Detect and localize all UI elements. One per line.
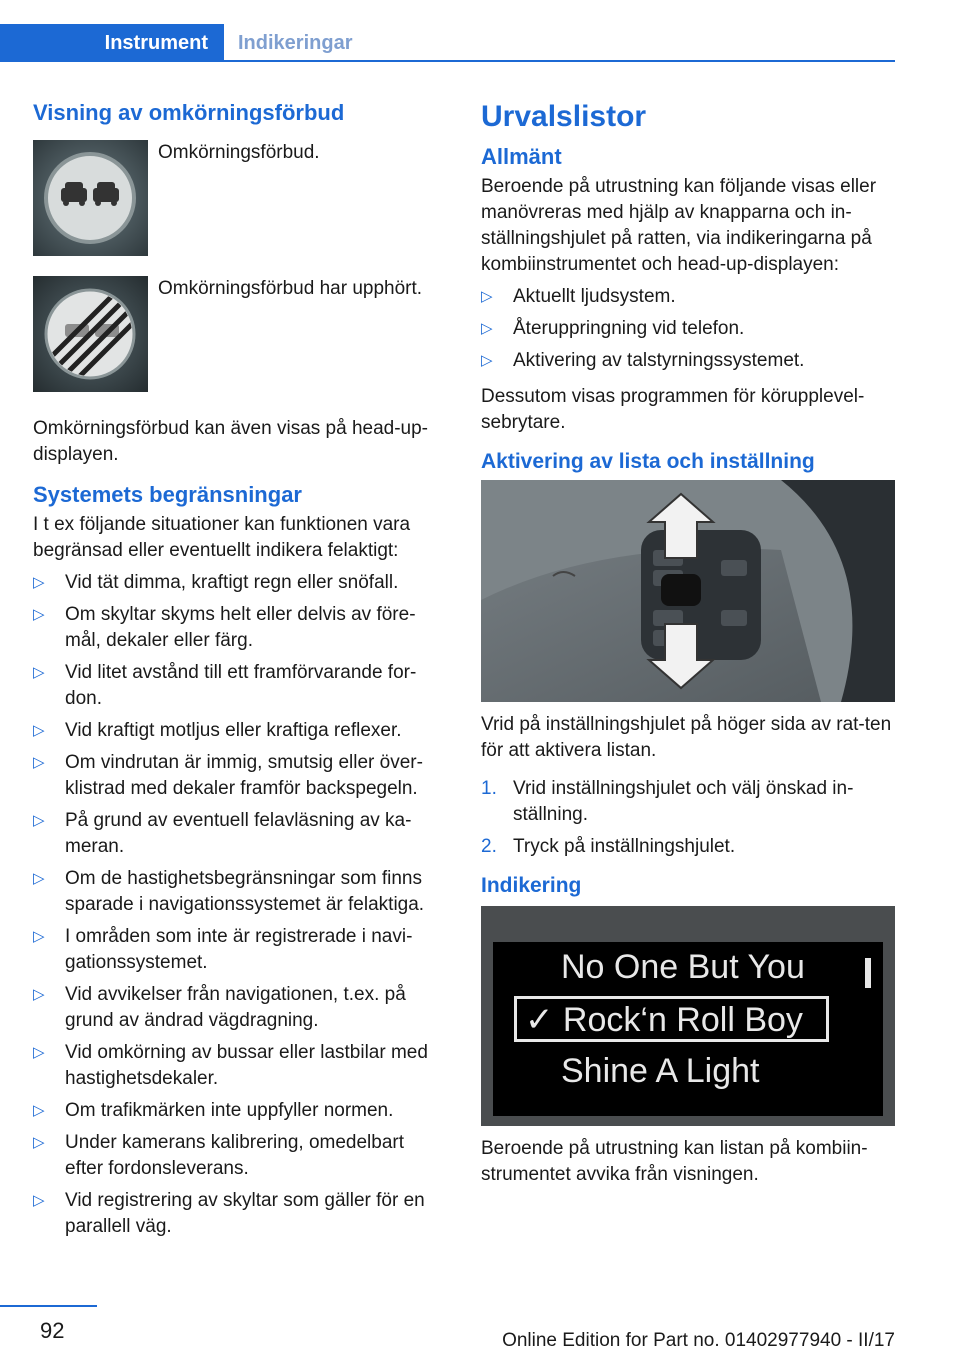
triangle-bullet-icon: ▷ xyxy=(481,320,493,337)
list-item: ▷ I områden som inte är registrerade i navi-gationssystemet. xyxy=(33,926,413,973)
triangle-bullet-icon: ▷ xyxy=(33,1192,45,1209)
list-item: ▷ Aktuellt ljudsystem. xyxy=(481,284,895,310)
sign-row-end-no-overtaking xyxy=(33,276,445,392)
sign-row-no-overtaking xyxy=(33,140,445,256)
sign2-caption: Omkörningsförbud har upphört. xyxy=(158,278,423,299)
display-line-2: ✓ Rock‘n Roll Boy xyxy=(525,1001,803,1039)
limitations-list xyxy=(33,570,445,1240)
triangle-bullet-icon: ▷ xyxy=(33,722,45,739)
limitations-intro: I t ex följande situationer kan funktionen vara begränsad eller eventuellt indikera felaktigt: xyxy=(33,514,411,561)
triangle-bullet-icon: ▷ xyxy=(33,574,45,591)
tab-instrument[interactable]: Instrument xyxy=(0,24,224,62)
steps-list xyxy=(481,776,895,860)
triangle-bullet-icon: ▷ xyxy=(481,352,493,369)
list-item: 2. Tryck på inställningshjulet. xyxy=(481,836,736,857)
sign1-caption: Omkörningsförbud. xyxy=(158,142,320,163)
triangle-bullet-icon: ▷ xyxy=(33,754,45,771)
triangle-bullet-icon: ▷ xyxy=(33,1044,45,1061)
end-no-overtaking-sign-image xyxy=(33,276,148,392)
list-item: ▷ Vid omkörning av bussar eller lastbilar med hastighetsdekaler. xyxy=(33,1042,428,1089)
subheading-indication: Indikering xyxy=(481,874,582,897)
triangle-bullet-icon: ▷ xyxy=(33,1102,45,1119)
page-header xyxy=(0,0,960,64)
section-title-limitations: Systemets begränsningar xyxy=(33,482,302,507)
after-photo-paragraph: Vrid på inställningshjulet på höger sida av rat-ten för att aktivera listan. xyxy=(481,714,892,761)
triangle-bullet-icon: ▷ xyxy=(33,812,45,829)
left-column xyxy=(33,100,445,1250)
right-column xyxy=(481,100,895,1202)
edition-footer: Online Edition for Part no. 01402977940 - II/17 xyxy=(502,1330,895,1351)
footer-rule xyxy=(0,1305,97,1307)
list-item: ▷ Om trafikmärken inte uppfyller normen. xyxy=(33,1098,445,1124)
extra-paragraph: Dessutom visas programmen för körupplevel-sebrytare. xyxy=(481,386,865,433)
triangle-bullet-icon: ▷ xyxy=(33,928,45,945)
list-item: ▷ Under kamerans kalibrering, omedelbart efter fordonsleverans. xyxy=(33,1132,404,1179)
list-item: ▷ Om skyltar skyms helt eller delvis av före-mål, dekaler eller färg. xyxy=(33,604,416,651)
page-title-selection-lists: Urvalslistor xyxy=(481,100,647,133)
general-intro: Beroende på utrustning kan följande visas eller manövreras med hjälp av knapparna och in-ställningshjulet på ratten, via indikeringarna på kombiinstrumentet och head-up-displayen: xyxy=(481,176,877,275)
list-item: ▷ På grund av eventuell felavläsning av ka-meran. xyxy=(33,810,412,857)
subheading-activation: Aktivering av lista och inställning xyxy=(481,450,815,473)
triangle-bullet-icon: ▷ xyxy=(33,986,45,1003)
display-line-3: Shine A Light xyxy=(561,1052,760,1090)
list-item: ▷ Vid avvikelser från navigationen, t.ex. på grund av ändrad vägdragning. xyxy=(33,984,406,1031)
list-item: ▷ Vid registrering av skyltar som gäller för en parallell väg. xyxy=(33,1190,425,1237)
hud-paragraph: Omkörningsförbud kan även visas på head-up-displayen. xyxy=(33,418,429,465)
list-item: ▷ Aktivering av talstyrningssystemet. xyxy=(481,348,895,374)
list-item: ▷ Om vindrutan är immig, smutsig eller över-klistrad med dekaler framför backspegeln. xyxy=(33,752,423,799)
header-rule xyxy=(0,60,895,62)
list-item: ▷ Vid tät dimma, kraftigt regn eller snöfall. xyxy=(33,570,445,596)
page-number: 92 xyxy=(40,1318,65,1343)
list-item: ▷ Vid kraftigt motljus eller kraftiga reflexer. xyxy=(33,718,445,744)
list-item: ▷ Återuppringning vid telefon. xyxy=(481,316,895,342)
subheading-general: Allmänt xyxy=(481,144,562,169)
triangle-bullet-icon: ▷ xyxy=(33,870,45,887)
list-item: ▷ Vid litet avstånd till ett framförvarande for-don. xyxy=(33,662,417,709)
list-item: ▷ Om de hastighetsbegränsningar som finns sparade i navigationssystemet är felaktiga. xyxy=(33,868,425,915)
tab-indikeringar[interactable]: Indikeringar xyxy=(238,31,353,54)
closing-paragraph: Beroende på utrustning kan listan på kombiin-strumentet avvika från visningen. xyxy=(481,1138,868,1185)
triangle-bullet-icon: ▷ xyxy=(33,1134,45,1151)
general-list xyxy=(481,284,895,374)
steering-wheel-photo xyxy=(481,480,895,702)
triangle-bullet-icon: ▷ xyxy=(33,606,45,623)
triangle-bullet-icon: ▷ xyxy=(481,288,493,305)
no-overtaking-sign-image xyxy=(33,140,148,256)
section-title-overtaking: Visning av omkörningsförbud xyxy=(33,100,345,125)
display-line-1: No One But You xyxy=(561,948,805,986)
instrument-display-image xyxy=(481,906,895,1126)
triangle-bullet-icon: ▷ xyxy=(33,664,45,681)
list-item: 1. Vrid inställningshjulet och välj önskad in-ställning. xyxy=(481,778,854,825)
display-scrollbar xyxy=(865,958,871,988)
